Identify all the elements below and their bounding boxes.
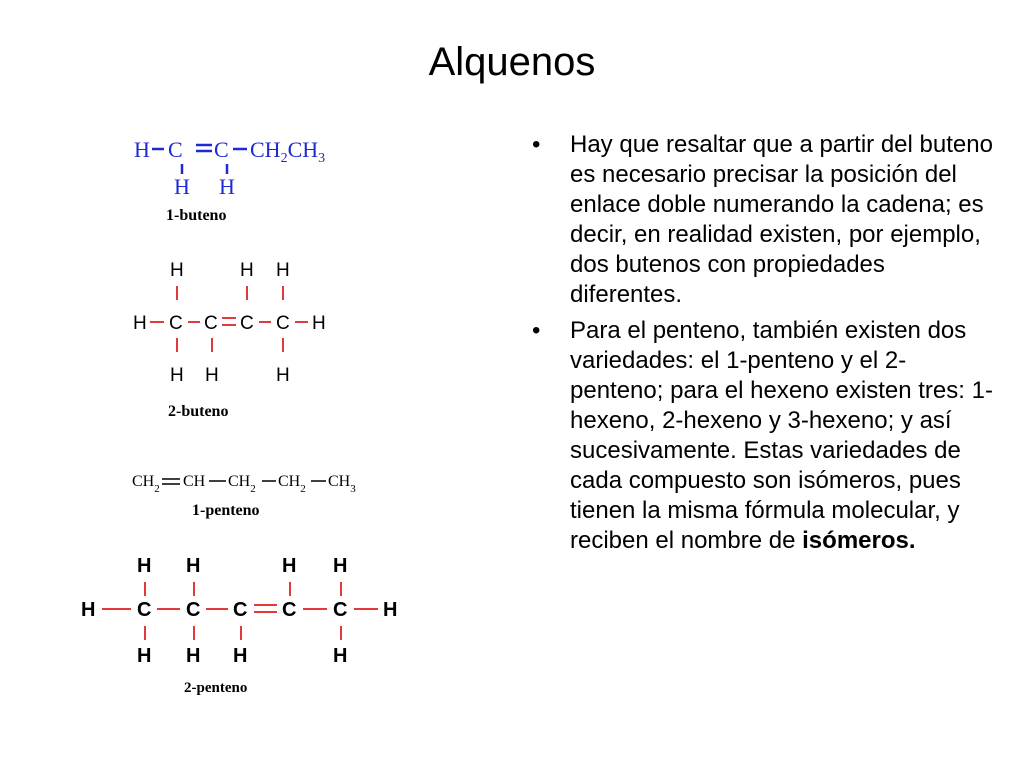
group-ch3: $CH_3$: [328, 473, 356, 495]
atom-c: C: [276, 313, 290, 334]
atom-c: C: [233, 599, 248, 621]
bullet-list: [528, 130, 998, 562]
structure-2-buteno: [133, 260, 326, 386]
atom-c: C: [169, 313, 183, 334]
atom-h: H: [186, 645, 201, 667]
atom-h: H: [240, 260, 254, 281]
atom-h: H: [170, 365, 184, 386]
group-ch2: $CH_2$: [228, 473, 256, 495]
atom-h: H: [205, 365, 219, 386]
bullet-text: Para el penteno, también existen dos variedades: el 1-penteno y el 2-penteno; para el hexeno existen tres: 1-hexeno, 2-hexeno y 3-hexeno; y así sucesivamente. Estas variedades de cada compuesto son isómeros, pues tienen la misma fórmula molecular, y reciben el nombre de: [570, 317, 993, 554]
atom-h: H: [219, 174, 235, 199]
atom-h: H: [133, 313, 147, 334]
atom-h: H: [170, 260, 184, 281]
group-ch2: $CH_2CH_3$: [250, 137, 326, 166]
atom-c: C: [240, 313, 254, 334]
atom-h: H: [186, 555, 201, 577]
caption-1-penteno: 1-penteno: [192, 502, 260, 519]
atom-h: H: [137, 555, 152, 577]
bullet-item: [528, 130, 998, 310]
atom-c: C: [333, 599, 348, 621]
atom-h: H: [276, 365, 290, 386]
atom-c: C: [214, 137, 229, 162]
group-ch2: $CH_2$: [278, 473, 306, 495]
atom-h: H: [81, 599, 96, 621]
structure-2-penteno: [81, 555, 397, 667]
atom-h: H: [282, 555, 297, 577]
structure-1-buteno: [134, 137, 325, 199]
group-ch2: $CH_2$: [132, 473, 160, 495]
caption-1-buteno: 1-buteno: [166, 207, 227, 224]
structure-1-penteno: [132, 473, 356, 495]
atom-c: C: [168, 137, 183, 162]
caption-2-penteno: 2-penteno: [184, 680, 248, 696]
group-ch: CH: [183, 473, 206, 490]
atom-c: C: [204, 313, 218, 334]
atom-h: H: [333, 645, 348, 667]
atom-h: H: [134, 137, 150, 162]
atom-h: H: [233, 645, 248, 667]
slide-title: Alquenos: [428, 40, 596, 84]
atom-h: H: [137, 645, 152, 667]
atom-c: C: [137, 599, 152, 621]
caption-2-buteno: 2-buteno: [168, 403, 229, 420]
atom-h: H: [383, 599, 398, 621]
atom-c: C: [186, 599, 201, 621]
bullet-emphasis: isómeros.: [802, 527, 916, 554]
bullet-text: Hay que resaltar que a partir del buteno es necesario precisar la posición del enlace doble numerando la cadena; es decir, en realidad existen, por ejemplo, dos butenos con propiedades diferentes.: [570, 131, 993, 308]
atom-h: H: [312, 313, 326, 334]
atom-c: C: [282, 599, 297, 621]
atom-h: H: [276, 260, 290, 281]
bullet-item: [528, 316, 998, 556]
atom-h: H: [174, 174, 190, 199]
atom-h: H: [333, 555, 348, 577]
